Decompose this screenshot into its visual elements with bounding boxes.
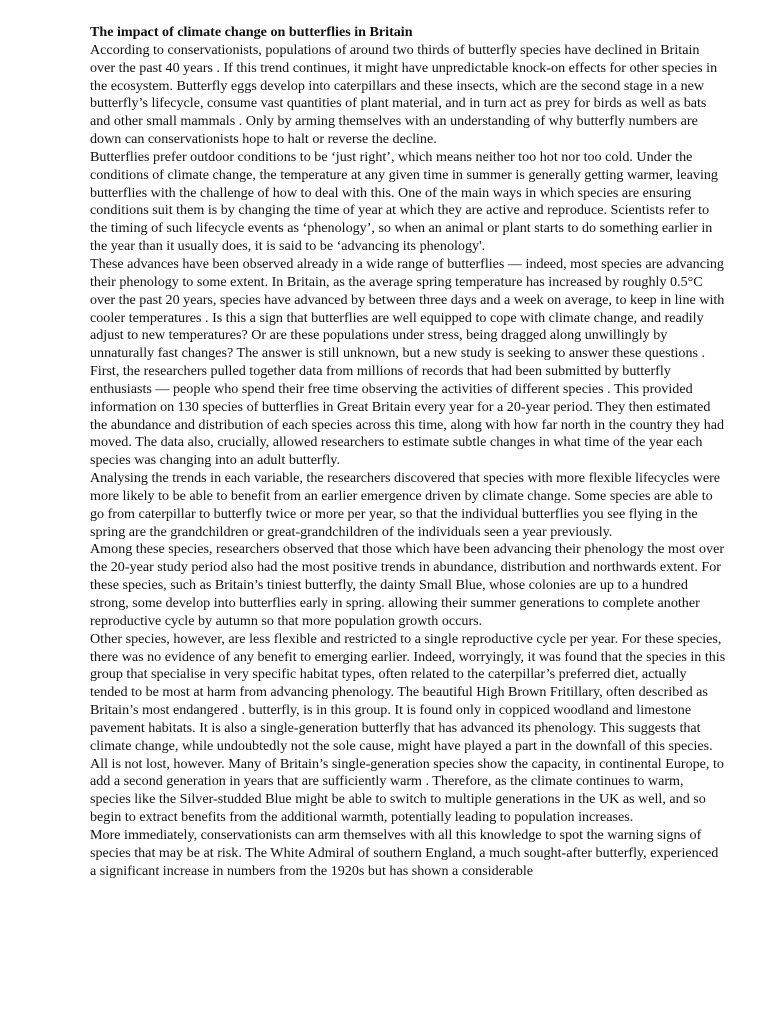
paragraph-1: According to conservationists, populations of around two thirds of butterfly species have declined in Britain over the past 40 years . If this trend continues, it might have unpredictable knock-on effects for other species in the ecosystem. Butterfly eggs develop into caterpillars and these insects, which are the second stage in a new butterfly’s lifecycle, consume vast quantities of plant material, and in turn act as prey for birds as well as bats and other small mammals . Only by arming themselves with an understanding of why butterfly numbers are down can conservationists hope to halt or reverse the decline. (90, 41, 718, 148)
paragraph-4: First, the researchers pulled together data from millions of records that had been submitted by butterfly enthusiasts — people who spend their free time observing the activities of different species . This provided information on 130 species of butterflies in Great Britain every year for a 20-year period. They then estimated the abundance and distribution of each species across this time, along with how far north in the country they had moved. The data also, crucially, allowed researchers to estimate subtle changes in what time of the year each species was changing into an adult butterfly. (90, 363, 725, 469)
paragraph-3: These advances have been observed already in a wide range of butterflies — indeed, most species are advancing their phenology to some extent. In Britain, as the average spring temperature has increased by roughly 0.5°C over the past 20 years, species have advanced by between three days and a week on average, to keep in line with cooler temperatures . Is this a sign that butterflies are well equipped to cope with climate change, and readily adjust to new temperatures? Or are these populations under stress, being dragged along unwillingly by unnaturally fast changes? The answer is still unknown, but a new study is seeking to answer these questions . (90, 255, 725, 362)
paragraph-2: Butterflies prefer outdoor conditions to be ‘just right’, which means neither too hot nor too cold. Under the conditions of climate change, the temperature at any given time in summer is generally getting warmer, leaving butterflies with the challenge of how to deal with this. One of the main ways in which species are ensuring conditions suit them is by changing the time of year at which they are active and reproduce. Scientists refer to the timing of such lifecycle events as ‘phenology’, so when an animal or plant starts to do something earlier in the year than it usually does, it is said to be ‘advancing its phenology'. (90, 148, 718, 255)
paragraph-9: More immediately, conservationists can arm themselves with all this knowledge to spot the warning signs of species that may be at risk. The White Admiral of southern England, a much sought-after butterfly, experienced a significant increase in numbers from the 1920s but has shown a considerable (90, 826, 719, 879)
paragraph-6: Among these species, researchers observed that those which have been advancing their phenology the most over the 20-year study period also had the most positive trends in abundance, distribution and northwards extent. For these species, such as Britain’s tiniest butterfly, the dainty Small Blue, whose colonies are up to a hundred strong, some develop into butterflies early in spring. allowing their summer generations to complete another reproductive cycle by autumn so that more population growth occurs. (90, 541, 725, 629)
paragraph-8: All is not lost, however. Many of Britain’s single-generation species show the capacity, in continental Europe, to add a second generation in years that are sufficiently warm . Therefore, as the climate continues to warm, species like the Silver-studded Blue might be able to switch to multiple generations in the UK as well, and so begin to extract benefits from the additional warmth, potentially leading to population increases. (90, 755, 724, 826)
document-title: The impact of climate change on butterflies in Britain (90, 24, 413, 40)
paragraph-7: Other species, however, are less flexible and restricted to a single reproductive cycle per year. For these species, there was no evidence of any benefit to emerging earlier. Indeed, worryingly, it was found that the species in this group that specialise in very specific habitat types, often related to the caterpillar’s preferred diet, actually tended to be most at harm from advancing phenology. The beautiful High Brown Fritillary, often described as Britain’s most endangered . butterfly, is in this group. It is found only in coppiced woodland and limestone pavement habitats. It is also a single-generation butterfly that has advanced its phenology. This suggests that climate change, while undoubtedly not the sole cause, might have played a part in the downfall of this species. (90, 630, 726, 754)
paragraph-5: Analysing the trends in each variable, the researchers discovered that species with more flexible lifecycles were more likely to be able to benefit from an earlier emergence driven by climate change. Some species are able to go from caterpillar to butterfly twice or more per year, so that the individual butterflies you see flying in the spring are the grandchildren or great-grandchildren of the individuals seen a year previously. (90, 470, 721, 540)
document-page (90, 24, 726, 881)
